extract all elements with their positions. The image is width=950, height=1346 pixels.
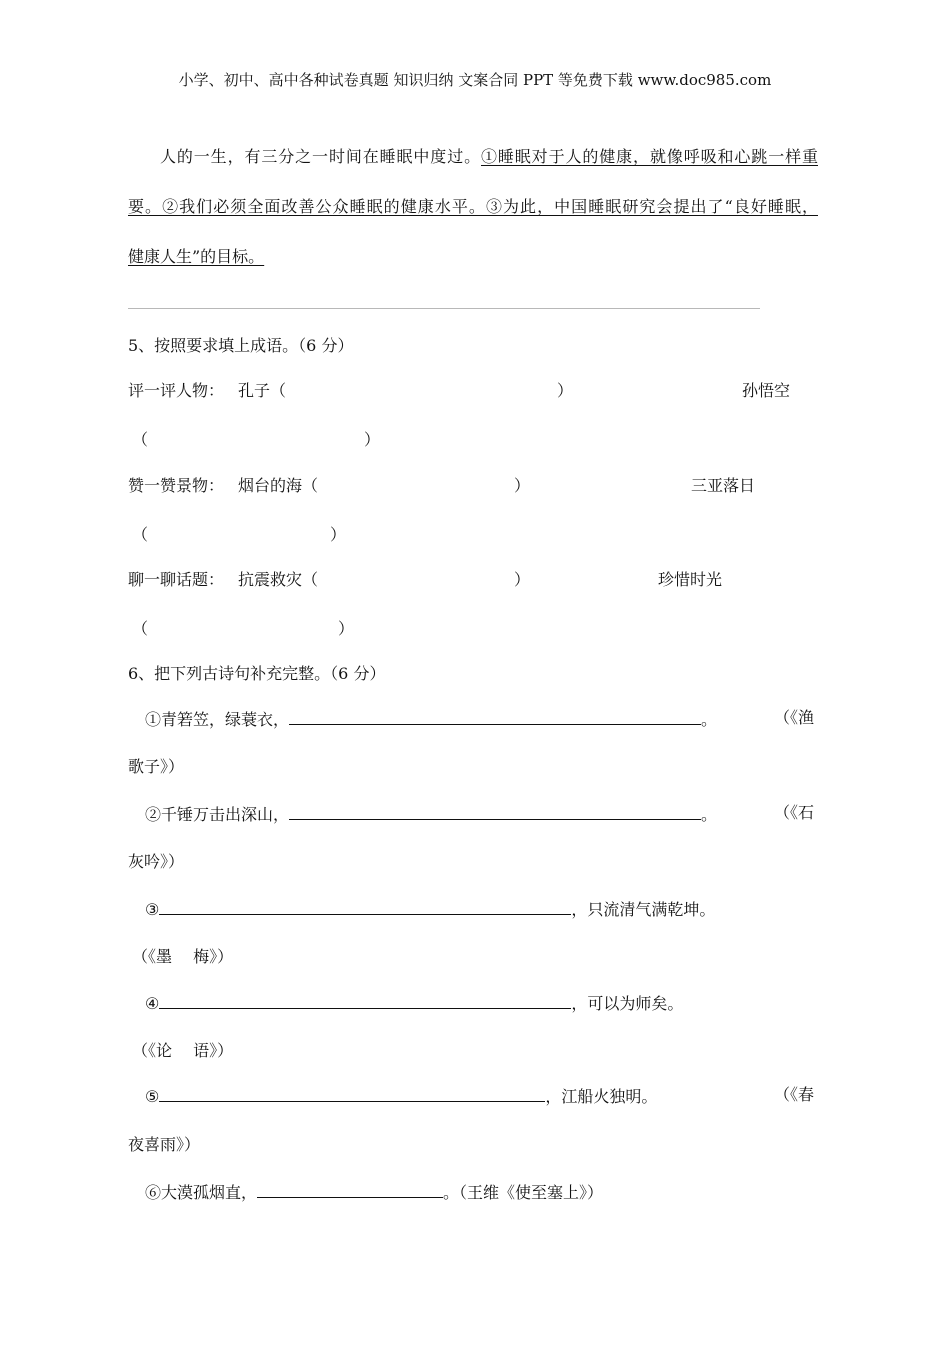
q6-item-5 bbox=[145, 1085, 657, 1107]
q6-item-1-suffix: 。 bbox=[701, 710, 718, 729]
q5-row-2-close1: ） bbox=[514, 476, 531, 495]
q6-item-3-prefix: ③ bbox=[145, 900, 160, 919]
q6-item-1-source-b: 歌子》） bbox=[128, 757, 185, 776]
q5-title: 5、按照要求填上成语。（6 分） bbox=[128, 336, 354, 355]
q6-item-6 bbox=[145, 1181, 603, 1203]
q5-row-1-label: 评一评人物： bbox=[128, 381, 225, 400]
q6-item-3-blank[interactable] bbox=[159, 898, 571, 915]
q5-row-1-open2: （ bbox=[132, 430, 149, 449]
q6-item-3-source-b: （《墨 梅》） bbox=[132, 947, 234, 966]
q6-item-6-prefix: ⑥大漠孤烟直， bbox=[145, 1183, 258, 1202]
page-header: 小学、初中、高中各种试卷真题 知识归纳 文案合同 PPT 等免费下载 www.doc985.com bbox=[178, 71, 772, 89]
q6-item-2-source-b: 灰吟》） bbox=[128, 852, 185, 871]
q5-row-3-close1: ） bbox=[514, 570, 531, 589]
q6-item-5-suffix: ，江船火独明。 bbox=[545, 1087, 658, 1106]
passage-line-3 bbox=[128, 247, 264, 267]
q6-item-4-prefix: ④ bbox=[145, 994, 160, 1013]
q5-row-3-close2: ） bbox=[338, 619, 355, 638]
divider-line bbox=[128, 308, 760, 309]
q6-item-5-prefix: ⑤ bbox=[145, 1087, 160, 1106]
q6-item-5-source-b: 夜喜雨》） bbox=[128, 1135, 201, 1154]
q5-row-1-item2: 孙悟空 bbox=[742, 381, 791, 400]
q6-item-6-suffix: 。（王维《使至塞上》） bbox=[443, 1183, 604, 1202]
q6-item-1-source-a: （《渔 bbox=[774, 708, 815, 727]
q6-item-2-suffix: 。 bbox=[701, 805, 718, 824]
q5-row-2-label: 赞一赞景物： bbox=[128, 476, 225, 495]
q6-item-3 bbox=[145, 898, 715, 920]
q6-item-4-blank[interactable] bbox=[159, 992, 571, 1009]
q5-row-2-item2: 三亚落日 bbox=[691, 476, 756, 495]
q6-item-1-blank[interactable] bbox=[289, 708, 701, 725]
q6-title: 6、把下列古诗句补充完整。（6 分） bbox=[128, 664, 386, 683]
passage-line-2: 要。②我们必须全面改善公众睡眠的健康水平。③为此，中国睡眠研究会提出了“良好睡眠， bbox=[128, 197, 818, 216]
q6-item-2 bbox=[145, 803, 717, 825]
q5-row-2-open2: （ bbox=[132, 525, 149, 544]
passage-underlined-3: 健康人生”的目标。 bbox=[128, 247, 265, 266]
q6-item-4 bbox=[145, 992, 683, 1014]
q6-item-2-source-a: （《石 bbox=[774, 803, 815, 822]
q6-item-2-prefix: ②千锤万击出深山， bbox=[145, 805, 290, 824]
q6-item-1 bbox=[145, 708, 717, 730]
q5-row-3-label: 聊一聊话题： bbox=[128, 570, 225, 589]
q6-item-2-blank[interactable] bbox=[289, 803, 701, 820]
passage-underlined-1: ①睡眠对于人的健康，就像呼吸和心跳一样重 bbox=[481, 147, 818, 166]
q5-row-2-item1: 烟台的海（ bbox=[238, 476, 319, 495]
q6-item-4-source-b: （《论 语》） bbox=[132, 1041, 234, 1060]
q5-row-1-close2: ） bbox=[364, 430, 381, 449]
passage-line-1 bbox=[128, 147, 818, 167]
passage-plain: 人的一生，有三分之一时间在睡眠中度过。 bbox=[160, 147, 481, 166]
q6-item-1-prefix: ①青箬笠，绿蓑衣， bbox=[145, 710, 290, 729]
q6-item-5-blank[interactable] bbox=[159, 1085, 545, 1102]
q6-item-6-blank[interactable] bbox=[257, 1181, 443, 1198]
q6-item-5-source-a: （《春 bbox=[774, 1085, 815, 1104]
q5-row-1-item1: 孔子（ bbox=[238, 381, 287, 400]
q5-row-1-close1: ） bbox=[557, 381, 574, 400]
q5-row-3-item2: 珍惜时光 bbox=[658, 570, 723, 589]
q5-row-2-close2: ） bbox=[330, 525, 347, 544]
q6-item-3-suffix: ，只流清气满乾坤。 bbox=[571, 900, 716, 919]
q6-item-4-suffix: ，可以为师矣。 bbox=[571, 994, 684, 1013]
q5-row-3-item1: 抗震救灾（ bbox=[238, 570, 319, 589]
q5-row-3-open2: （ bbox=[132, 619, 149, 638]
